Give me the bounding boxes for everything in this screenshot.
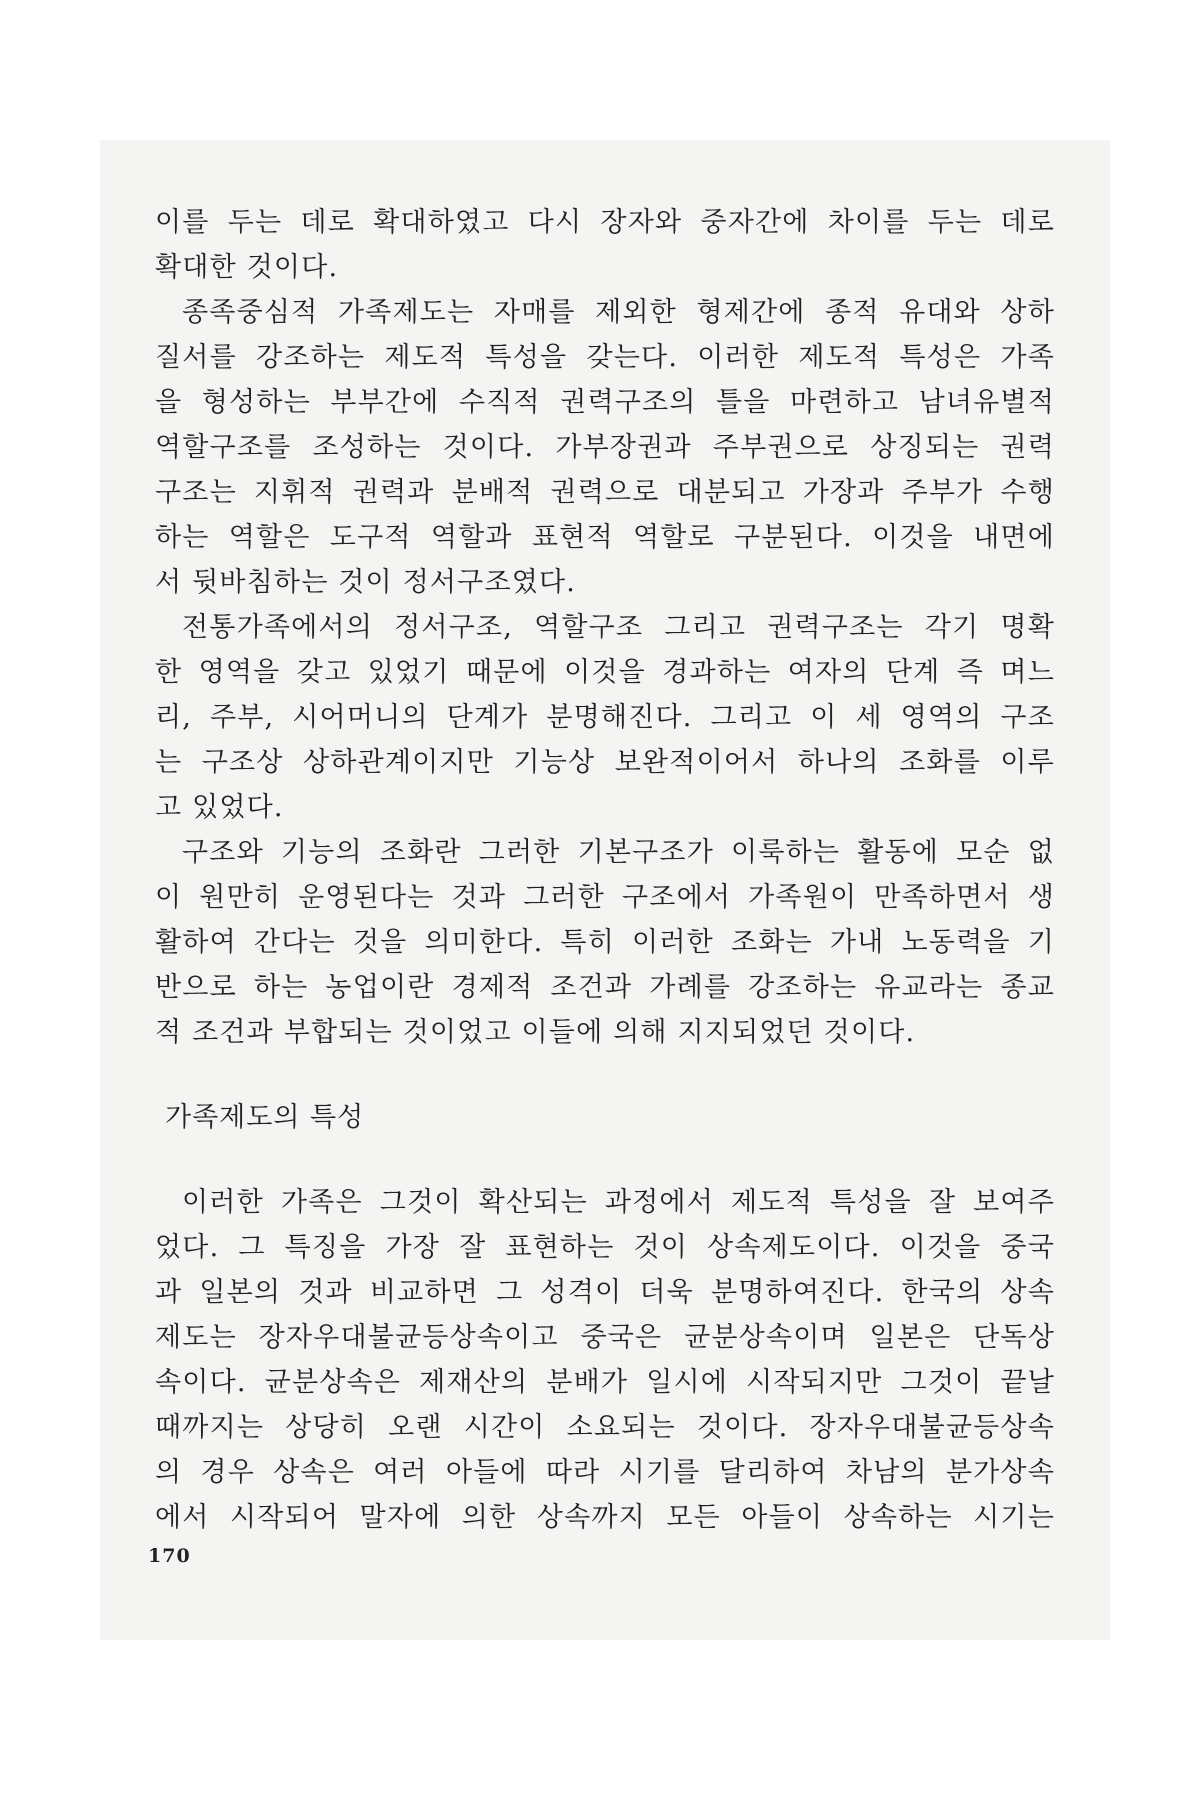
text-line: 적 조건과 부합되는 것이었고 이들에 의해 지지되었던 것이다. bbox=[155, 1017, 916, 1048]
text-line: 종족중심적 가족제도는 자매를 제외한 형제간에 종적 유대와 상하 bbox=[182, 297, 1055, 328]
paragraph-1 bbox=[155, 200, 1055, 290]
text-line: 이러한 가족은 그것이 확산되는 과정에서 제도적 특성을 잘 보여주 bbox=[182, 1187, 1055, 1218]
text-line: 한 영역을 갖고 있었기 때문에 이것을 경과하는 여자의 단계 즉 며느 bbox=[155, 657, 1055, 688]
section-heading: 가족제도의 특성 bbox=[165, 1102, 365, 1133]
paragraph-3 bbox=[155, 605, 1055, 830]
book-page bbox=[100, 140, 1110, 1640]
paragraph-5 bbox=[155, 1180, 1055, 1540]
text-line: 서 뒷바침하는 것이 정서구조였다. bbox=[155, 567, 577, 598]
text-line: 이 원만히 운영된다는 것과 그러한 구조에서 가족원이 만족하면서 생 bbox=[155, 882, 1055, 913]
text-line: 확대한 것이다. bbox=[155, 252, 339, 283]
text-line: 는 구조상 상하관계이지만 기능상 보완적이어서 하나의 조화를 이루 bbox=[155, 747, 1055, 778]
text-line: 구조는 지휘적 권력과 분배적 권력으로 대분되고 가장과 주부가 수행 bbox=[155, 477, 1055, 508]
text-line: 역할구조를 조성하는 것이다. 가부장권과 주부권으로 상징되는 권력 bbox=[155, 432, 1055, 463]
paragraph-2 bbox=[155, 290, 1055, 605]
page-number: 170 bbox=[148, 1545, 191, 1567]
text-line: 었다. 그 특징을 가장 잘 표현하는 것이 상속제도이다. 이것을 중국 bbox=[155, 1232, 1055, 1263]
text-line: 구조와 기능의 조화란 그러한 기본구조가 이룩하는 활동에 모순 없 bbox=[182, 837, 1055, 868]
text-line: 과 일본의 것과 비교하면 그 성격이 더욱 분명하여진다. 한국의 상속 bbox=[155, 1277, 1055, 1308]
text-line: 고 있었다. bbox=[155, 792, 284, 823]
text-line: 을 형성하는 부부간에 수직적 권력구조의 틀을 마련하고 남녀유별적 bbox=[155, 387, 1055, 418]
text-line: 반으로 하는 농업이란 경제적 조건과 가례를 강조하는 유교라는 종교 bbox=[155, 972, 1055, 1003]
text-line: 하는 역할은 도구적 역할과 표현적 역할로 구분된다. 이것을 내면에 bbox=[155, 522, 1055, 553]
text-line: 의 경우 상속은 여러 아들에 따라 시기를 달리하여 차남의 분가상속 bbox=[155, 1457, 1055, 1488]
text-line: 이를 두는 데로 확대하였고 다시 장자와 중자간에 차이를 두는 데로 bbox=[155, 207, 1055, 238]
text-line: 리, 주부, 시어머니의 단계가 분명해진다. 그리고 이 세 영역의 구조 bbox=[155, 702, 1055, 733]
text-line: 제도는 장자우대불균등상속이고 중국은 균분상속이며 일본은 단독상 bbox=[155, 1322, 1055, 1353]
text-line: 질서를 강조하는 제도적 특성을 갖는다. 이러한 제도적 특성은 가족 bbox=[155, 342, 1055, 373]
text-line: 전통가족에서의 정서구조, 역할구조 그리고 권력구조는 각기 명확 bbox=[182, 612, 1055, 643]
text-line: 활하여 간다는 것을 의미한다. 특히 이러한 조화는 가내 노동력을 기 bbox=[155, 927, 1055, 958]
paragraph-4 bbox=[155, 830, 1055, 1055]
text-line: 에서 시작되어 말자에 의한 상속까지 모든 아들이 상속하는 시기는 bbox=[155, 1502, 1055, 1533]
text-line: 때까지는 상당히 오랜 시간이 소요되는 것이다. 장자우대불균등상속 bbox=[155, 1412, 1055, 1443]
text-line: 속이다. 균분상속은 제재산의 분배가 일시에 시작되지만 그것이 끝날 bbox=[155, 1367, 1055, 1398]
page-body bbox=[155, 200, 1055, 1540]
